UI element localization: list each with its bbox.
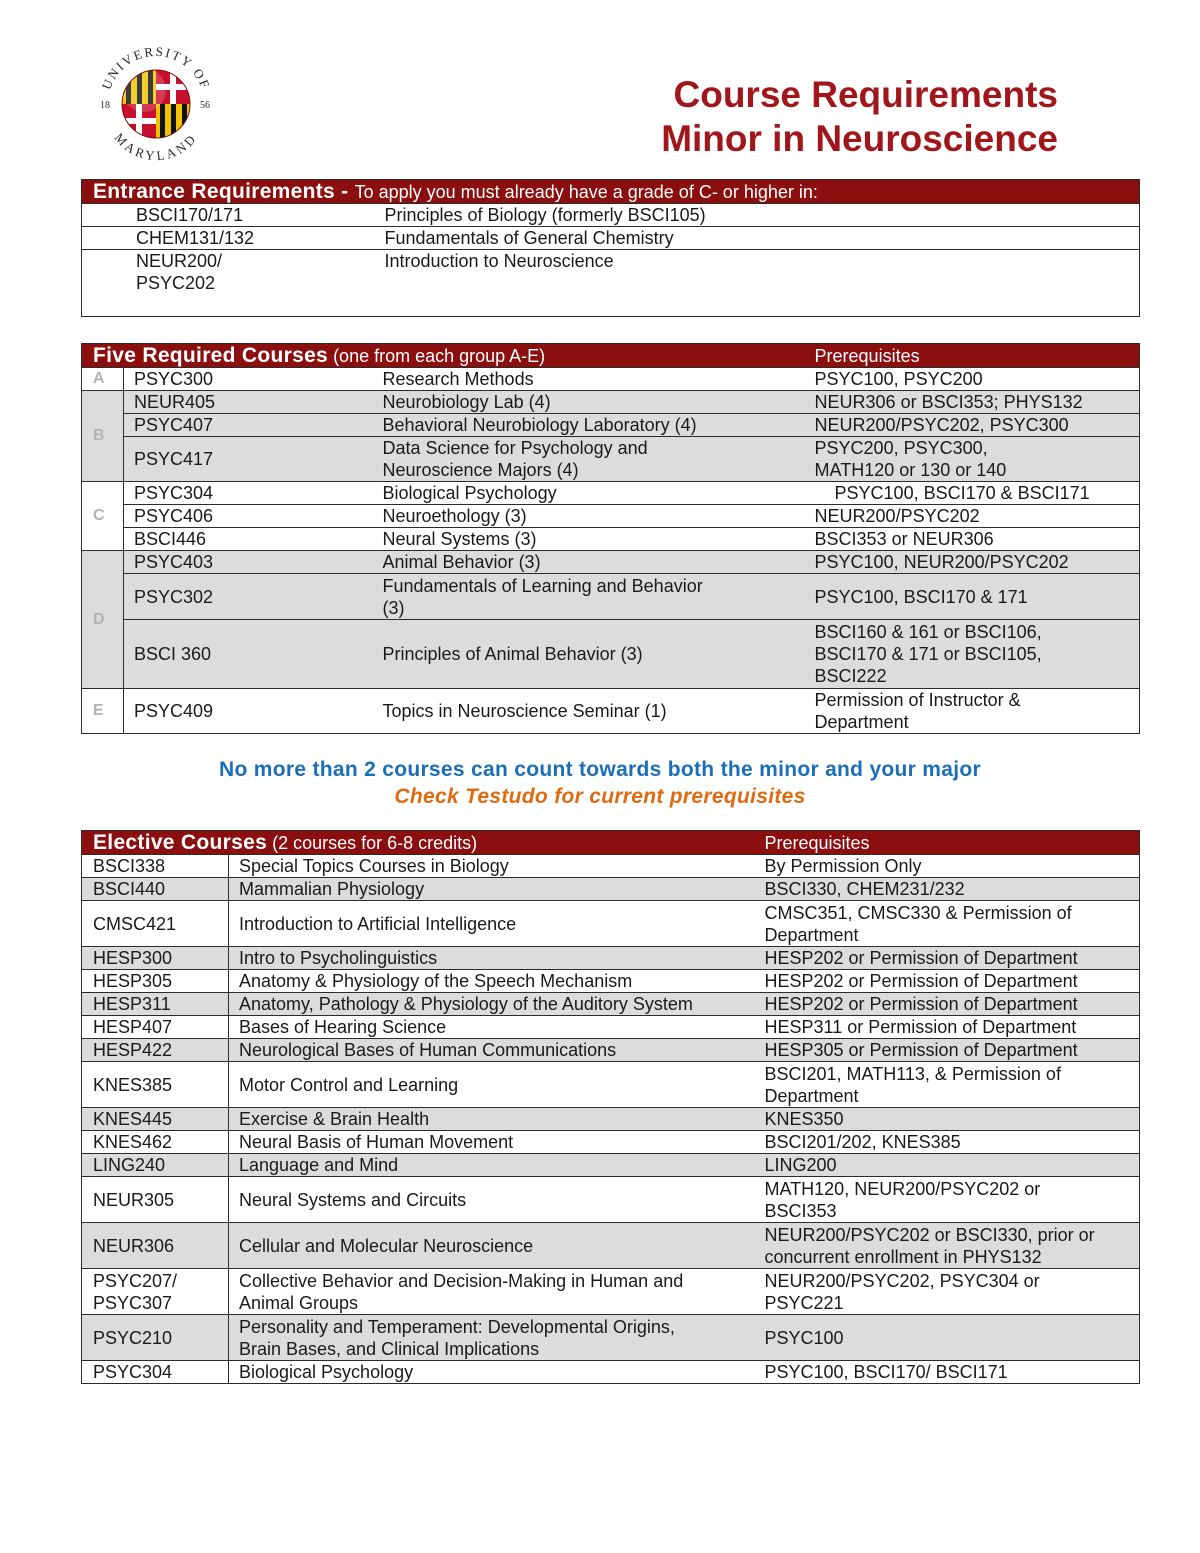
course-name: Biological Psychology bbox=[372, 482, 804, 505]
table-row bbox=[82, 901, 1140, 947]
seal-bottom-text: MARYLAND bbox=[111, 129, 201, 164]
elective-courses-table bbox=[81, 830, 1140, 1384]
course-prereq-line2: BSCI353 bbox=[764, 1200, 837, 1221]
course-code: PSYC406 bbox=[124, 505, 372, 528]
course-name: Cellular and Molecular Neuroscience bbox=[229, 1223, 753, 1269]
course-name-line1: Fundamentals of Learning and Behavior bbox=[382, 575, 703, 596]
group-label-c: C bbox=[82, 482, 124, 551]
university-seal bbox=[86, 32, 226, 172]
table-row bbox=[82, 574, 1140, 620]
course-name: Anatomy, Pathology & Physiology of the Auditory System bbox=[229, 993, 753, 1016]
course-prereq-line1: Permission of Instructor & bbox=[814, 690, 1021, 710]
entrance-subheading: To apply you must already have a grade of C- or higher in: bbox=[354, 181, 818, 202]
course-name: Neurobiology Lab (4) bbox=[372, 391, 804, 414]
course-name: Neuroethology (3) bbox=[372, 505, 804, 528]
course-code: BSCI170/171 bbox=[82, 204, 374, 227]
course-code: PSYC403 bbox=[124, 551, 372, 574]
course-code: PSYC304 bbox=[82, 1361, 229, 1384]
table-row bbox=[82, 368, 1140, 391]
table-row bbox=[82, 204, 1140, 227]
course-prereq: KNES350 bbox=[753, 1108, 1140, 1131]
page-title-line1: Course Requirements bbox=[673, 74, 1058, 115]
course-name-cell bbox=[229, 1269, 753, 1315]
course-name: Motor Control and Learning bbox=[229, 1062, 753, 1108]
course-prereq: HESP305 or Permission of Department bbox=[753, 1039, 1140, 1062]
course-code: PSYC300 bbox=[124, 368, 372, 391]
course-code: BSCI338 bbox=[82, 855, 229, 878]
entrance-header-row bbox=[82, 180, 1140, 204]
course-code: HESP300 bbox=[82, 947, 229, 970]
course-code: HESP422 bbox=[82, 1039, 229, 1062]
table-row bbox=[82, 1177, 1140, 1223]
course-code-line2: PSYC307 bbox=[93, 1292, 173, 1313]
required-subheading: (one from each group A-E) bbox=[333, 345, 546, 366]
course-code: LING240 bbox=[82, 1154, 229, 1177]
table-row bbox=[82, 551, 1140, 574]
course-code: CMSC421 bbox=[82, 901, 229, 947]
table-row bbox=[82, 620, 1140, 689]
course-prereq: PSYC100, BSCI170/ BSCI171 bbox=[753, 1361, 1140, 1384]
course-name: Mammalian Physiology bbox=[229, 878, 753, 901]
course-name-line1: Personality and Temperament: Developmental Origins, bbox=[239, 1316, 675, 1337]
table-row bbox=[82, 947, 1140, 970]
group-label-a: A bbox=[82, 368, 124, 391]
course-code-line1: PSYC207/ bbox=[93, 1270, 178, 1291]
table-row bbox=[82, 1361, 1140, 1384]
course-name: Language and Mind bbox=[229, 1154, 753, 1177]
course-prereq-line2: MATH120 or 130 or 140 bbox=[814, 460, 1007, 480]
entrance-heading: Entrance Requirements bbox=[93, 179, 336, 203]
course-code-cell bbox=[82, 1269, 229, 1315]
course-prereq: PSYC100, BSCI170 & BSCI171 bbox=[804, 482, 1140, 505]
minor-major-overlap-note: No more than 2 courses can count towards both the minor and your major bbox=[219, 758, 981, 781]
table-row bbox=[82, 505, 1140, 528]
prereq-heading: Prerequisites bbox=[804, 344, 1140, 368]
course-name: Neurological Bases of Human Communications bbox=[229, 1039, 753, 1062]
table-row bbox=[82, 1269, 1140, 1315]
table-row bbox=[82, 970, 1140, 993]
course-prereq: BSCI353 or NEUR306 bbox=[804, 528, 1140, 551]
course-name: Introduction to Artificial Intelligence bbox=[229, 901, 753, 947]
course-prereq-line2: Department bbox=[814, 712, 909, 732]
course-prereq: HESP311 or Permission of Department bbox=[753, 1016, 1140, 1039]
course-code: BSCI 360 bbox=[124, 620, 372, 689]
course-prereq: PSYC100, PSYC200 bbox=[804, 368, 1140, 391]
table-row bbox=[82, 855, 1140, 878]
table-row bbox=[82, 1223, 1140, 1269]
table-row bbox=[82, 1062, 1140, 1108]
course-name-line2: Brain Bases, and Clinical Implications bbox=[239, 1338, 540, 1359]
course-prereq-line1: CMSC351, CMSC330 & Permission of bbox=[764, 902, 1072, 923]
course-name: Principles of Biology (formerly BSCI105) bbox=[374, 204, 1140, 227]
course-prereq-cell bbox=[753, 1062, 1140, 1108]
course-code: BSCI440 bbox=[82, 878, 229, 901]
seal-top-text: UNIVERSITY OF bbox=[98, 43, 214, 92]
course-code: PSYC409 bbox=[124, 689, 372, 734]
table-row bbox=[82, 227, 1140, 250]
course-code-line1: NEUR200/ bbox=[136, 251, 223, 271]
table-row bbox=[82, 1016, 1140, 1039]
course-prereq-cell bbox=[753, 1177, 1140, 1223]
course-name: Anatomy & Physiology of the Speech Mechanism bbox=[229, 970, 753, 993]
course-code: CHEM131/132 bbox=[82, 227, 374, 250]
course-name: Biological Psychology bbox=[229, 1361, 753, 1384]
course-prereq: NEUR306 or BSCI353; PHYS132 bbox=[804, 391, 1140, 414]
course-prereq-cell bbox=[753, 901, 1140, 947]
required-heading: Five Required Courses bbox=[93, 343, 329, 367]
course-name: Intro to Psycholinguistics bbox=[229, 947, 753, 970]
course-prereq-line1: MATH120, NEUR200/PSYC202 or bbox=[764, 1178, 1041, 1199]
course-prereq-cell bbox=[753, 1269, 1140, 1315]
course-name: Principles of Animal Behavior (3) bbox=[372, 620, 804, 689]
group-label-e: E bbox=[82, 689, 124, 734]
course-name-line2: (3) bbox=[382, 597, 405, 618]
course-name: Animal Behavior (3) bbox=[372, 551, 804, 574]
course-name: Topics in Neuroscience Seminar (1) bbox=[372, 689, 804, 734]
course-code: HESP311 bbox=[82, 993, 229, 1016]
course-prereq-line2: BSCI170 & 171 or BSCI105, bbox=[814, 644, 1042, 664]
course-prereq: BSCI201/202, KNES385 bbox=[753, 1131, 1140, 1154]
course-prereq: NEUR200/PSYC202, PSYC300 bbox=[804, 414, 1140, 437]
course-prereq: PSYC100, BSCI170 & 171 bbox=[804, 574, 1140, 620]
table-row bbox=[82, 878, 1140, 901]
seal-year-right: 56 bbox=[200, 100, 210, 111]
table-row bbox=[82, 437, 1140, 482]
course-name-line2: Animal Groups bbox=[239, 1292, 359, 1313]
table-row bbox=[82, 1315, 1140, 1361]
course-prereq: HESP202 or Permission of Department bbox=[753, 993, 1140, 1016]
course-prereq-line1: BSCI160 & 161 or BSCI106, bbox=[814, 622, 1042, 642]
course-prereq-line2: Department bbox=[764, 1085, 859, 1106]
course-prereq-line2: Department bbox=[764, 924, 859, 945]
table-row bbox=[82, 414, 1140, 437]
course-code: PSYC407 bbox=[124, 414, 372, 437]
course-prereq: LING200 bbox=[753, 1154, 1140, 1177]
course-code-line2: PSYC202 bbox=[136, 273, 216, 293]
seal-year-left: 18 bbox=[100, 100, 110, 111]
course-code: NEUR405 bbox=[124, 391, 372, 414]
course-name-line2: Neuroscience Majors (4) bbox=[382, 460, 579, 480]
course-name: Bases of Hearing Science bbox=[229, 1016, 753, 1039]
table-row bbox=[82, 391, 1140, 414]
course-prereq: BSCI330, CHEM231/232 bbox=[753, 878, 1140, 901]
course-prereq: PSYC100 bbox=[753, 1315, 1140, 1361]
course-code: NEUR305 bbox=[82, 1177, 229, 1223]
course-code: KNES445 bbox=[82, 1108, 229, 1131]
course-name-line1: Data Science for Psychology and bbox=[382, 438, 648, 458]
course-prereq-line3: BSCI222 bbox=[814, 666, 887, 686]
course-prereq-line1: PSYC200, PSYC300, bbox=[814, 438, 988, 458]
course-code: HESP305 bbox=[82, 970, 229, 993]
course-prereq: HESP202 or Permission of Department bbox=[753, 947, 1140, 970]
required-header-row bbox=[82, 344, 1140, 368]
course-code: PSYC302 bbox=[124, 574, 372, 620]
course-prereq: NEUR200/PSYC202 bbox=[804, 505, 1140, 528]
course-prereq-line1: NEUR200/PSYC202, PSYC304 or bbox=[764, 1270, 1040, 1291]
course-name: Exercise & Brain Health bbox=[229, 1108, 753, 1131]
course-name: Special Topics Courses in Biology bbox=[229, 855, 753, 878]
group-label-b: B bbox=[82, 391, 124, 482]
course-code: PSYC304 bbox=[124, 482, 372, 505]
entrance-dash: - bbox=[335, 179, 355, 203]
course-name-line1: Collective Behavior and Decision-Making in Human and bbox=[239, 1270, 684, 1291]
course-code: PSYC417 bbox=[124, 437, 372, 482]
table-row bbox=[82, 250, 1140, 317]
table-row bbox=[82, 1154, 1140, 1177]
course-name: Neural Basis of Human Movement bbox=[229, 1131, 753, 1154]
table-row bbox=[82, 689, 1140, 734]
course-name: Introduction to Neuroscience bbox=[374, 250, 1140, 317]
course-prereq-line1: BSCI201, MATH113, & Permission of bbox=[764, 1063, 1061, 1084]
course-name-cell bbox=[229, 1315, 753, 1361]
table-row bbox=[82, 482, 1140, 505]
maryland-flag-emblem bbox=[122, 68, 190, 138]
course-prereq-line2: concurrent enrollment in PHYS132 bbox=[764, 1246, 1042, 1267]
course-code: PSYC210 bbox=[82, 1315, 229, 1361]
group-label-d: D bbox=[82, 551, 124, 689]
elective-heading: Elective Courses bbox=[93, 830, 268, 854]
course-name: Behavioral Neurobiology Laboratory (4) bbox=[372, 414, 804, 437]
table-row bbox=[82, 1039, 1140, 1062]
course-prereq: HESP202 or Permission of Department bbox=[753, 970, 1140, 993]
course-prereq-cell bbox=[753, 1223, 1140, 1269]
entrance-requirements-table bbox=[81, 179, 1140, 317]
elective-header-row bbox=[82, 831, 1140, 855]
course-prereq-line1: NEUR200/PSYC202 or BSCI330, prior or bbox=[764, 1224, 1095, 1245]
course-prereq-line2: PSYC221 bbox=[764, 1292, 844, 1313]
course-code: KNES385 bbox=[82, 1062, 229, 1108]
table-row bbox=[82, 1108, 1140, 1131]
elective-subheading: (2 courses for 6-8 credits) bbox=[272, 832, 478, 853]
course-code: KNES462 bbox=[82, 1131, 229, 1154]
page-title-line2: Minor in Neuroscience bbox=[661, 118, 1058, 159]
course-name: Fundamentals of General Chemistry bbox=[374, 227, 1140, 250]
course-prereq: PSYC100, NEUR200/PSYC202 bbox=[804, 551, 1140, 574]
course-prereq: By Permission Only bbox=[753, 855, 1140, 878]
course-name: Neural Systems (3) bbox=[372, 528, 804, 551]
table-row bbox=[82, 528, 1140, 551]
course-name: Research Methods bbox=[372, 368, 804, 391]
table-row bbox=[82, 1131, 1140, 1154]
prereq-heading: Prerequisites bbox=[753, 831, 1140, 855]
course-code: NEUR306 bbox=[82, 1223, 229, 1269]
testudo-prereq-note: Check Testudo for current prerequisites bbox=[394, 785, 806, 808]
course-name: Neural Systems and Circuits bbox=[229, 1177, 753, 1223]
table-row bbox=[82, 993, 1140, 1016]
course-code: HESP407 bbox=[82, 1016, 229, 1039]
course-code: BSCI446 bbox=[124, 528, 372, 551]
required-courses-table bbox=[81, 343, 1140, 734]
